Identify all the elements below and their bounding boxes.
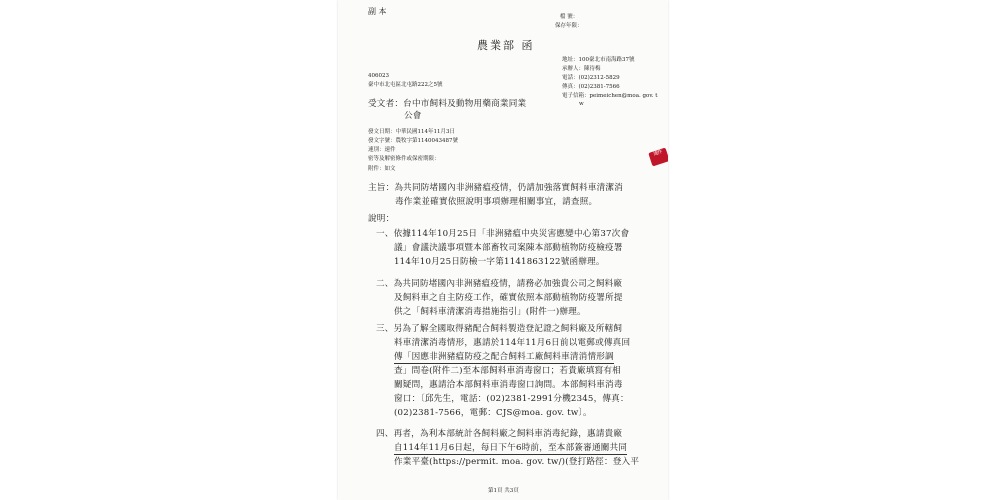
document-page — [338, 0, 668, 500]
page-footer: 第1頁 共3頁 — [488, 488, 519, 494]
recipient-line-2: 公會 — [404, 111, 422, 121]
sender-fax: 傳真：(02)2381-7566 — [562, 84, 620, 90]
item-line-underlined: 傳「因應非洲豬瘟防疫之配合飼料工廠飼料車清消情形調 — [394, 352, 614, 362]
copy-label: 副 本 — [368, 7, 387, 16]
recipient-line-1: 受文者：台中市飼料及動物用藥商業同業 — [368, 99, 527, 109]
file-number-label: 檔 號： — [560, 14, 579, 20]
recipient-address: 臺中市北屯區北屯路222之5號 — [368, 82, 443, 88]
item-line: 查」問卷(附件二)至本部飼料車消毒窗口；若貴廠填寫有相 — [394, 366, 621, 376]
item-line: 三、另為了解全國取得豬配合飼料製造登記證之飼料廠及所轄飼 — [376, 324, 623, 334]
item-line: 窗口：〔邱先生，電話：(02)2381-2991分機2345，傳真： — [394, 394, 629, 404]
item-line: (02)2381-7566，電郵：CJS@moa. gov. tw〕。 — [394, 408, 592, 418]
subject-line-1: 主旨：為共同防堵國內非洲豬瘟疫情，仍請加強落實飼料車清潔消 — [368, 183, 624, 193]
postal-code: 406023 — [368, 73, 389, 79]
subject-line-2: 毒作業並確實依照說明事項辦理相關事宜，請查照。 — [395, 197, 598, 207]
item-line-underlined: 自114年11月6日起，每日下午6時前，至本部簽審通關共同 — [394, 443, 628, 453]
item-line: 作業平臺(https://permit. moa. gov. tw/)(登打路徑：登入平 — [394, 457, 640, 467]
sender-phone: 電話：(02)2312-5829 — [562, 75, 620, 81]
priority: 速別：速件 — [368, 147, 396, 153]
sender-address: 地址：100臺北市南海路37號 — [562, 57, 635, 63]
item-line: 二、為共同防堵國內非洲豬瘟疫情，請務必加強貴公司之飼料廠 — [376, 279, 623, 289]
item-line: 四、再者，為利本部統計各飼料廠之飼料車消毒紀錄，惠請貴廠 — [376, 429, 623, 439]
item-line: 議」會議決議事項暨本部畜牧司案陳本部動植物防疫檢疫署 — [394, 243, 623, 253]
item-line: 一、依據114年10月25日「非洲豬瘟中央災害應變中心第37次會 — [376, 229, 630, 239]
agency-title: 農業部 函 — [477, 39, 535, 52]
sender-email: 電子信箱：peimeichen@moa. gov. t — [562, 93, 658, 99]
issue-date: 發文日期：中華民國114年11月3日 — [368, 129, 455, 135]
sender-email-cont: w — [579, 101, 584, 107]
attachments: 附件：如文 — [368, 166, 396, 172]
item-line: 關疑問，惠請洽本部飼料車消毒窗口詢問。本部飼料車消毒 — [394, 380, 623, 390]
item-line: 供之「飼料車清潔消毒措施指引」(附件一)辦理。 — [394, 307, 586, 317]
explanation-label: 說明： — [368, 214, 395, 224]
retention-label: 保存年限： — [555, 23, 583, 29]
document-number: 發文字號：農牧字第1140043487號 — [368, 138, 458, 144]
sender-contact: 承辦人：陳待梅 — [562, 66, 601, 72]
item-line: 及飼料車之自主防疫工作，確實依照本部動植物防疫署所提 — [394, 293, 623, 303]
item-line: 114年10月25日防檢一字第1141863122號函辦理。 — [394, 257, 605, 267]
item-line: 料車清潔消毒情形，惠請於114年11月6日前以電郵或傳真回 — [394, 338, 631, 348]
confidentiality: 密等及解密條件或保密期限： — [368, 156, 440, 162]
priority-stamp: 速件 — [648, 148, 668, 167]
